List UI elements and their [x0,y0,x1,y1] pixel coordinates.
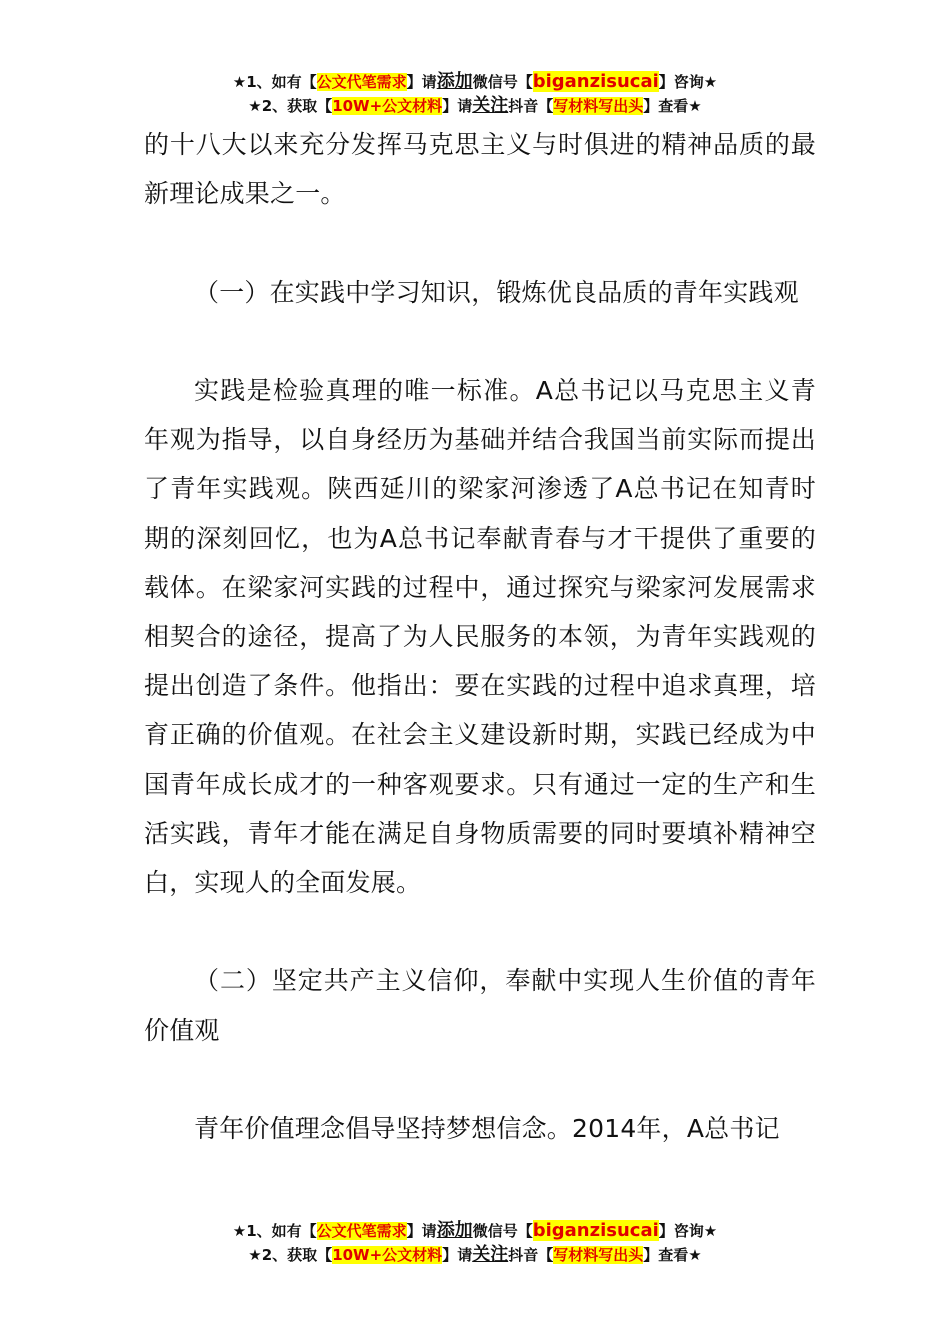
footer-banner [0,1219,950,1267]
banner-text: 】查看★ [643,1246,702,1264]
section-heading-1: （一）在实践中学习知识，锻炼优良品质的青年实践观 [194,277,799,307]
banner-text: ★1、如有【 [232,1222,317,1240]
banner-text: 抖音【 [508,1246,554,1264]
banner-text: 微信号【 [472,73,533,91]
blank-line [144,1055,816,1104]
banner-text: 抖音【 [508,97,554,115]
banner-text: ★2、获取【 [248,1246,333,1264]
banner-highlight: biganzisucai [532,1220,659,1241]
banner-text: 】咨询★ [658,73,718,91]
paragraph-continuation: 的十八大以来充分发挥马克思主义与时俱进的精神品质的最新理论成果之一。 [144,130,816,209]
banner-line-2 [0,94,950,118]
banner-underlined: 关注 [472,1244,509,1265]
section-heading-2: （二）坚定共产主义信仰，奉献中实现人生价值的青年价值观 [144,966,816,1045]
document-body [144,120,816,1153]
banner-line-1 [0,1219,950,1243]
banner-highlight: 10W+公文材料 [332,97,443,115]
banner-text: 】查看★ [643,97,702,115]
banner-highlight: 公文代笔需求 [316,1222,407,1240]
banner-text: 微信号【 [472,1222,533,1240]
blank-line [144,907,816,956]
banner-underlined: 关注 [472,95,509,116]
banner-highlight: biganzisucai [532,71,659,92]
banner-line-1 [0,70,950,94]
banner-text: 】请 [406,73,437,91]
banner-text: ★1、如有【 [232,73,317,91]
banner-line-2 [0,1243,950,1267]
banner-underlined: 添加 [436,71,473,92]
banner-text: ★2、获取【 [248,97,333,115]
banner-text: 】请 [442,97,473,115]
blank-line [144,218,816,267]
banner-text: 】咨询★ [658,1222,718,1240]
banner-underlined: 添加 [436,1220,473,1241]
banner-text: 】请 [442,1246,473,1264]
blank-line [144,317,816,366]
header-banner [0,70,950,118]
banner-highlight: 10W+公文材料 [332,1246,443,1264]
banner-highlight: 写材料写出头 [553,1246,644,1264]
banner-highlight: 公文代笔需求 [316,73,407,91]
banner-highlight: 写材料写出头 [553,97,644,115]
paragraph: 实践是检验真理的唯一标准。A总书记以马克思主义青年观为指导，以自身经历为基础并结合我国当前实际而提出了青年实践观。陕西延川的梁家河渗透了A总书记在知青时期的深刻回忆，也为A总书记奉献青春与才干提供了重要的载体。在梁家河实践的过程中，通过探究与梁家河发展需求相契合的途径，提高了为人民服务的本领，为青年实践观的提出创造了条件。他指出：要在实践的过程中追求真理，培育正确的价值观。在社会主义建设新时期，实践已经成为中国青年成长成才的一种客观要求。只有通过一定的生产和生活实践，青年才能在满足自身物质需要的同时要填补精神空白，实现人的全面发展。 [144,375,816,898]
paragraph: 青年价值理念倡导坚持梦想信念。2014年，A总书记 [194,1114,780,1143]
banner-text: 】请 [406,1222,437,1240]
